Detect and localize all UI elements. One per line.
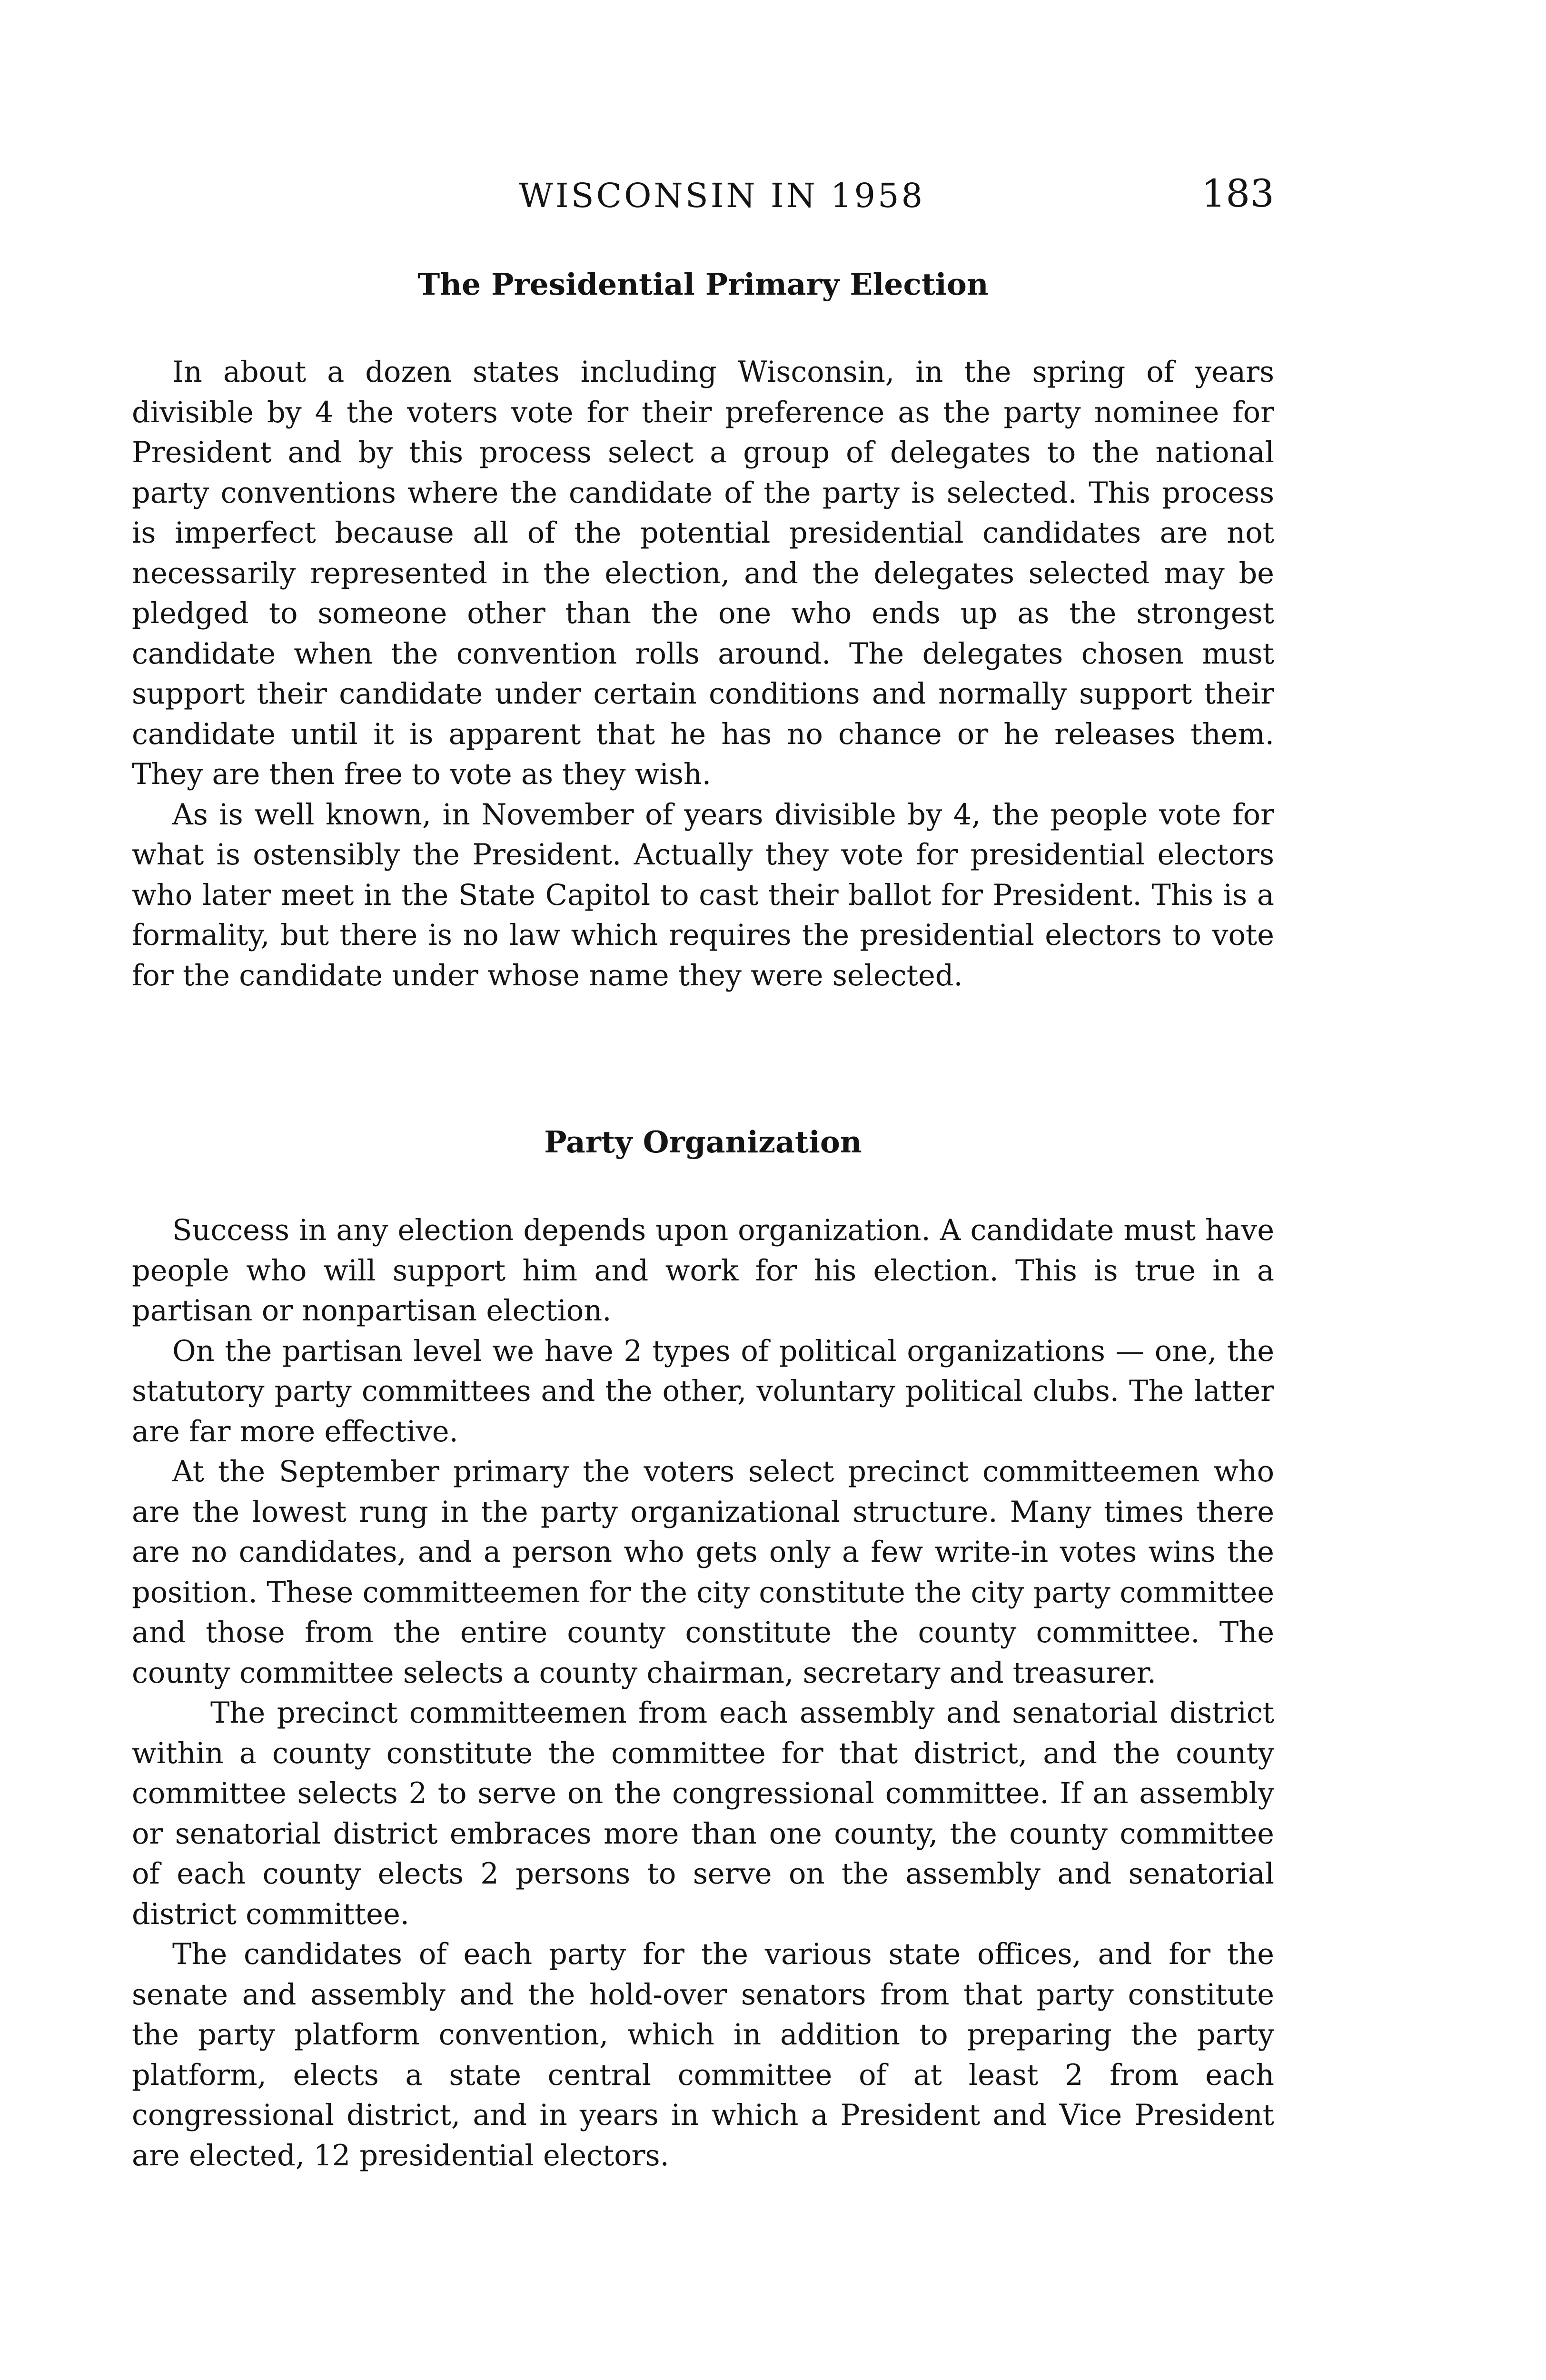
section-heading-party-organization: Party Organization (544, 1124, 862, 1160)
page-number: 183 (1201, 171, 1274, 216)
section-presidential-primary-body (132, 352, 1274, 996)
section-party-organization-body (132, 1210, 1274, 2176)
paragraph: In about a dozen states including Wisconsin, in the spring of years divisible by 4 the voters vote for their preference as the party nominee for President and by this process select a group of delegates to the national party conventions where the candidate of the party is selected. This process is imperfect because all of the potential presidential candidates are not necessarily represented in the election, and the delegates selected may be pledged to someone other than the one who ends up as the strongest candidate when the convention rolls around. The delegates chosen must support their candidate under certain conditions and normally support their candidate until it is apparent that he has no chance or he releases them. They are then free to vote as they wish. (132, 356, 1274, 791)
paragraph: Success in any election depends upon organization. A candidate must have people who will support him and work for his election. This is true in a partisan or nonpartisan election. (132, 1214, 1274, 1328)
running-title: WISCONSIN IN 1958 (519, 176, 925, 215)
paragraph: The precinct committeemen from each assembly and senatorial district within a county constitute the committee for that district, and the county committee selects 2 to serve on the congressional committee. If an assembly or senatorial district embraces more than one county, the county committee of each county elects 2 persons to serve on the assembly and senatorial district committee. (132, 1696, 1274, 1931)
paragraph: The candidates of each party for the various state offices, and for the senate and assembly and the hold-over senators from that party constitute the party platform convention, which in addition to preparing the party platform, elects a state central committee of at least 2 from each congressional district, and in years in which a President and Vice President are elected, 12 presidential electors. (132, 1938, 1274, 2172)
paragraph: As is well known, in November of years divisible by 4, the people vote for what is ostensibly the President. Actually they vote for presidential electors who later meet in the State Capitol to cast their ballot for President. This is a formality, but there is no law which requires the presidential electors to vote for the candidate under whose name they were selected. (132, 798, 1274, 992)
paragraph: On the partisan level we have 2 types of political organizations — one, the statutory party committees and the other, voluntary political clubs. The latter are far more effective. (132, 1334, 1274, 1448)
section-heading-presidential-primary: The Presidential Primary Election (417, 267, 989, 302)
paragraph: At the September primary the voters select precinct committeemen who are the lowest rung in the party organizational structure. Many times there are no candidates, and a person who gets only a few write-in votes wins the position. These committeemen for the city constitute the city party committee and those from the entire county constitute the county committee. The county committee selects a county chairman, secretary and treasurer. (132, 1455, 1274, 1690)
page-header (132, 171, 1274, 224)
